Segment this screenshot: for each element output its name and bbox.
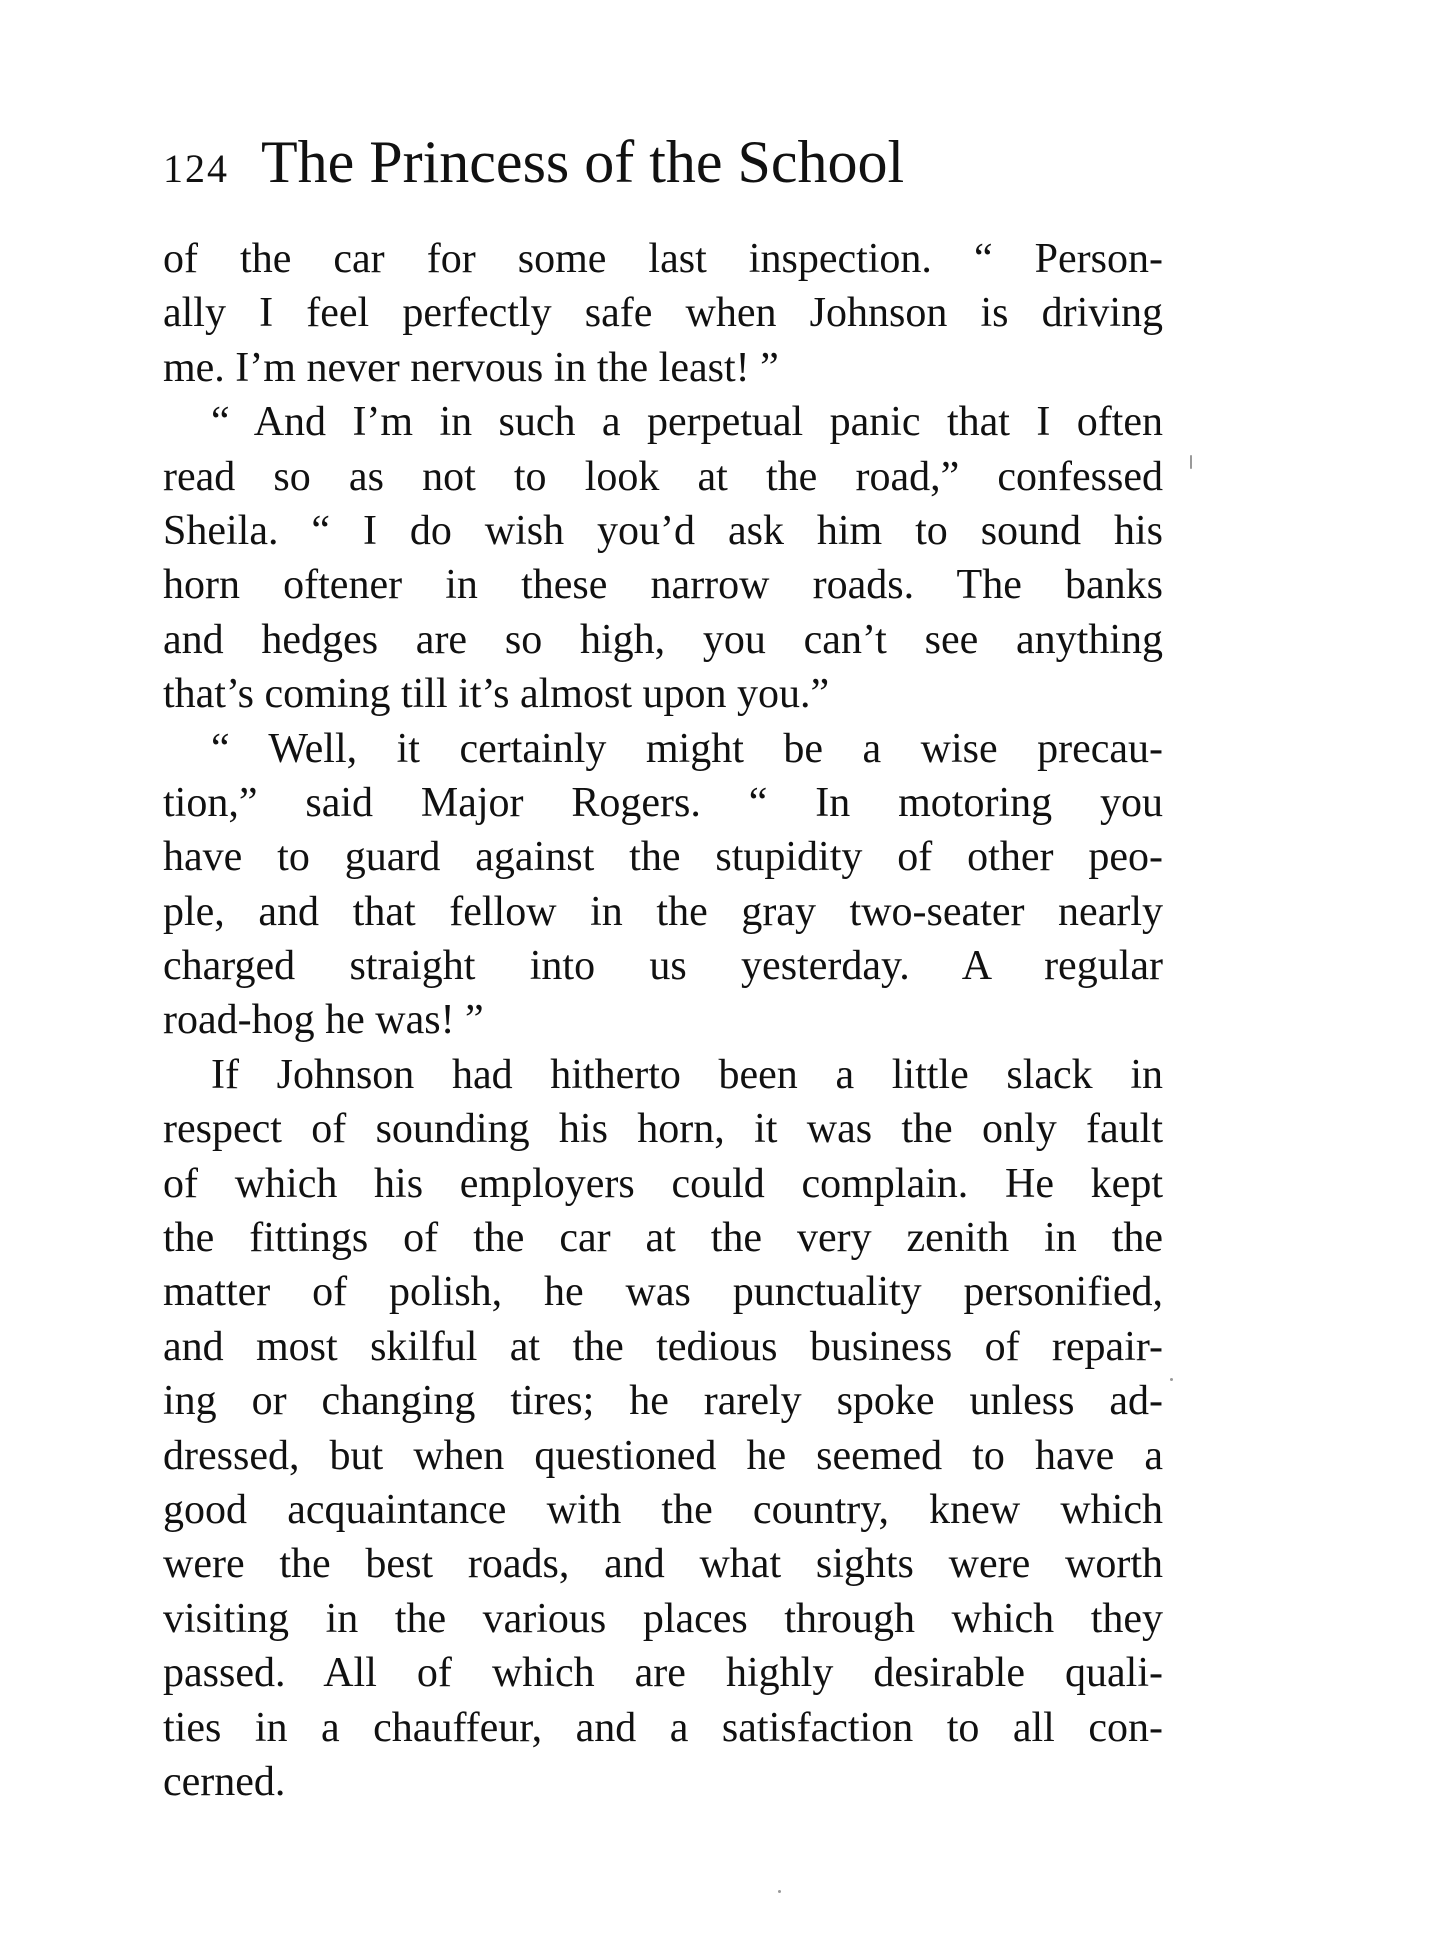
text-line: were the best roads, and what sights were worth [163, 1541, 1163, 1588]
text-line: and most skilful at the tedious business of repair- [163, 1323, 1163, 1370]
page-number: 124 [163, 146, 229, 191]
text-line: horn oftener in these narrow roads. The banks [163, 562, 1163, 609]
page-header [163, 128, 1163, 208]
text-line: ple, and that fellow in the gray two-seater nearly [163, 888, 1163, 935]
text-line: read so as not to look at the road,” confessed [163, 453, 1163, 500]
text-line: road-hog he was! ” [163, 997, 484, 1044]
text-line: visiting in the various places through which they [163, 1595, 1163, 1642]
text-line: “ And I’m in such a perpetual panic that I often [211, 399, 1163, 446]
text-line: Sheila. “ I do wish you’d ask him to sound his [163, 507, 1163, 554]
text-line: passed. All of which are highly desirable quali- [163, 1650, 1163, 1697]
text-line: charged straight into us yesterday. A regular [163, 943, 1163, 990]
text-line: of the car for some last inspection. “ Person- [163, 236, 1163, 282]
text-line: matter of polish, he was punctuality personified, [163, 1269, 1163, 1316]
text-line: ties in a chauffeur, and a satisfaction to all con- [163, 1704, 1163, 1751]
text-line: cerned. [163, 1758, 286, 1805]
running-title: The Princess of the School [261, 129, 905, 195]
body-text [163, 232, 1163, 1809]
text-line: the fittings of the car at the very zenith in the [163, 1215, 1163, 1262]
text-line: good acquaintance with the country, knew which [163, 1486, 1163, 1533]
text-line: have to guard against the stupidity of other peo- [163, 834, 1163, 881]
text-line: tion,” said Major Rogers. “ In motoring you [163, 779, 1163, 826]
text-line: me. I’m never nervous in the least! ” [163, 344, 779, 391]
print-speck [1170, 1378, 1173, 1381]
text-line: dressed, but when questioned he seemed to have a [163, 1432, 1163, 1479]
text-line: of which his employers could complain. He kept [163, 1160, 1163, 1207]
text-line: and hedges are so high, you can’t see anything [163, 616, 1163, 663]
text-line: that’s coming till it’s almost upon you.” [163, 671, 830, 718]
text-line: If Johnson had hitherto been a little slack in [211, 1051, 1163, 1098]
print-speck [1190, 455, 1192, 469]
text-line: respect of sounding his horn, it was the only fault [163, 1106, 1163, 1153]
text-line: ally I feel perfectly safe when Johnson is driving [163, 290, 1163, 337]
text-line: ing or changing tires; he rarely spoke unless ad- [163, 1378, 1163, 1425]
text-line: “ Well, it certainly might be a wise precau- [211, 725, 1163, 772]
print-speck [778, 1890, 781, 1893]
